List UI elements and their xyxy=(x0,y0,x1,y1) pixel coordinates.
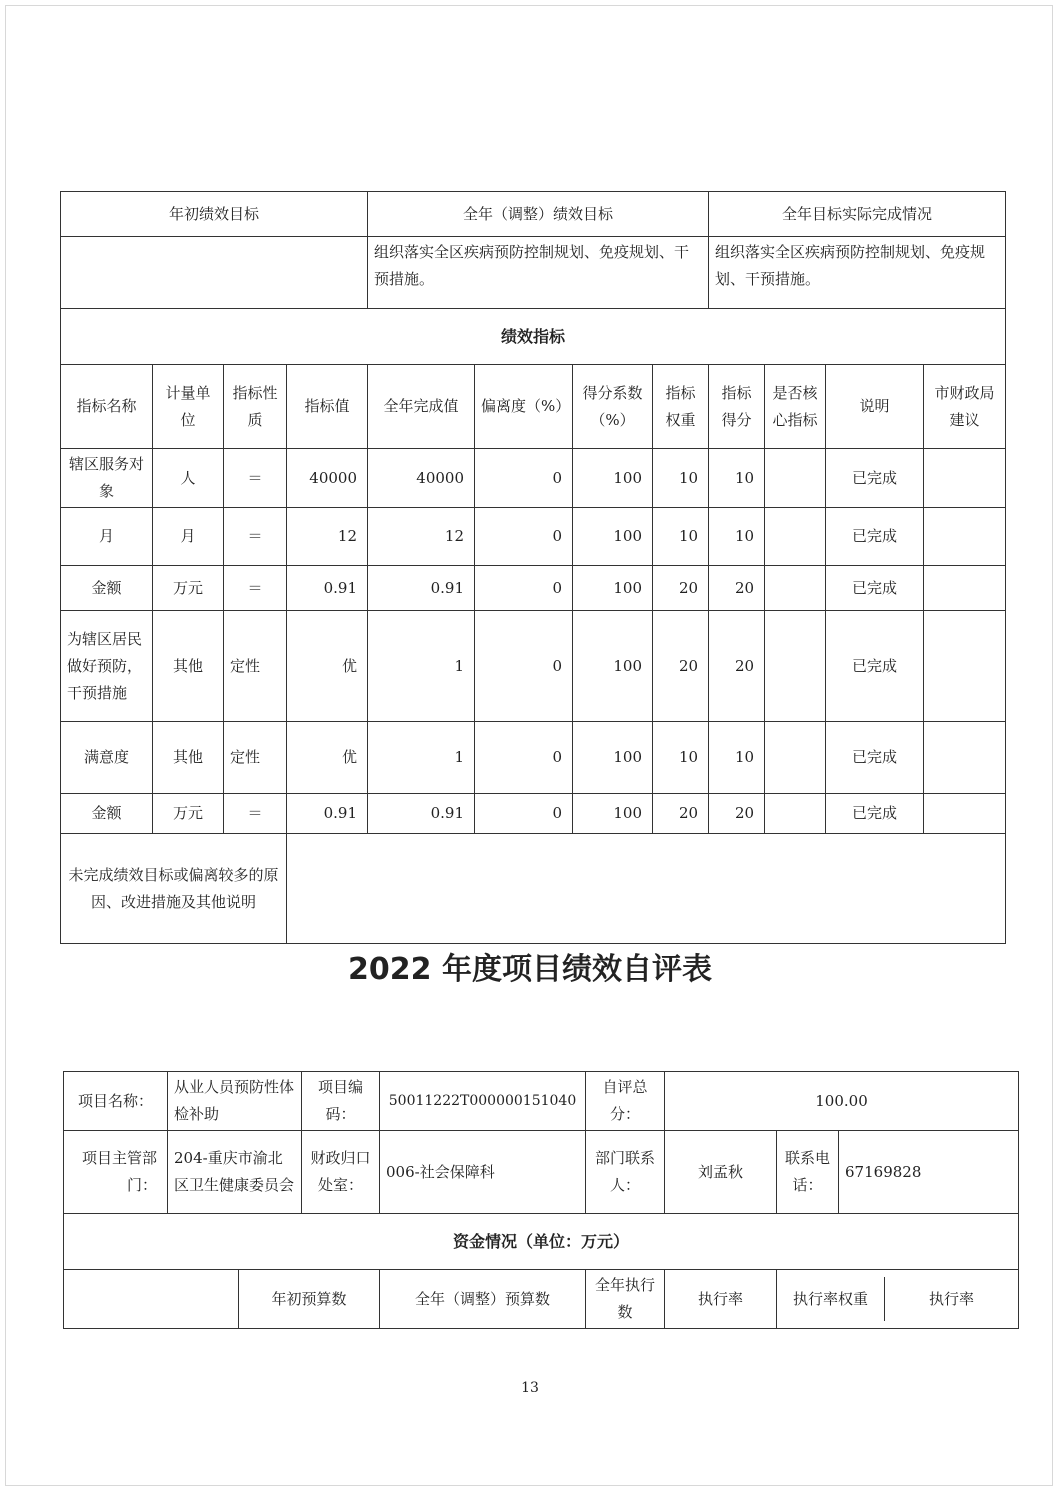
fund-col-split xyxy=(777,1270,1019,1329)
indicator-col-header: 指标性质 xyxy=(224,365,287,449)
indicator-cell-core xyxy=(765,449,826,508)
indicator-row xyxy=(61,566,1006,611)
indicator-cell-target: 40000 xyxy=(287,449,368,508)
score-label: 自评总分： xyxy=(586,1072,665,1131)
indicator-cell-target: 优 xyxy=(287,722,368,794)
indicator-cell-actual: 0.91 xyxy=(368,566,475,611)
contact-label: 部门联系人： xyxy=(586,1131,665,1214)
indicator-cell-actual: 40000 xyxy=(368,449,475,508)
indicator-col-header: 市财政局建议 xyxy=(924,365,1006,449)
indicator-cell-unit: 万元 xyxy=(153,566,224,611)
score-value: 100.00 xyxy=(665,1072,1019,1131)
indicator-cell-weight: 10 xyxy=(653,449,709,508)
indicator-cell-target: 0.91 xyxy=(287,566,368,611)
indicator-col-header: 指标名称 xyxy=(61,365,153,449)
indicator-cell-advice xyxy=(924,722,1006,794)
indicator-cell-nature: 定性 xyxy=(224,611,287,722)
indicator-cell-actual: 0.91 xyxy=(368,794,475,834)
fund-col-exec-rate-2: 执行率 xyxy=(929,1289,975,1308)
indicator-cell-nature: ＝ xyxy=(224,449,287,508)
project-self-evaluation-table xyxy=(63,1071,1019,1329)
indicator-cell-weight: 20 xyxy=(653,566,709,611)
indicator-cell-target: 12 xyxy=(287,508,368,566)
indicator-cell-note: 已完成 xyxy=(826,794,924,834)
indicator-col-header: 偏离度（%） xyxy=(475,365,573,449)
header-annual-goal: 全年（调整）绩效目标 xyxy=(368,192,709,237)
indicator-row xyxy=(61,722,1006,794)
indicator-cell-unit: 其他 xyxy=(153,611,224,722)
indicator-cell-deviation: 0 xyxy=(475,611,573,722)
indicator-cell-unit: 人 xyxy=(153,449,224,508)
header-initial-goal: 年初绩效目标 xyxy=(61,192,368,237)
unfinished-label: 未完成绩效目标或偏离较多的原因、改进措施及其他说明 xyxy=(61,834,287,944)
indicator-cell-coef: 100 xyxy=(573,722,653,794)
indicator-cell-note: 已完成 xyxy=(826,508,924,566)
indicator-cell-deviation: 0 xyxy=(475,794,573,834)
fund-col-blank xyxy=(64,1270,239,1329)
indicator-row xyxy=(61,449,1006,508)
indicator-cell-core xyxy=(765,794,826,834)
indicator-cell-core xyxy=(765,611,826,722)
indicator-col-header: 指标值 xyxy=(287,365,368,449)
indicator-cell-weight: 10 xyxy=(653,508,709,566)
project-name-value: 从业人员预防性体检补助 xyxy=(168,1072,302,1131)
indicator-cell-unit: 月 xyxy=(153,508,224,566)
indicator-cell-deviation: 0 xyxy=(475,566,573,611)
dept-value: 204-重庆市渝北区卫生健康委员会 xyxy=(168,1131,302,1214)
indicator-cell-advice xyxy=(924,449,1006,508)
indicator-cell-score: 20 xyxy=(709,794,765,834)
indicator-cell-nature: 定性 xyxy=(224,722,287,794)
goal-annual-cell: 组织落实全区疾病预防控制规划、免疫规划、干预措施。 xyxy=(368,237,709,309)
indicator-cell-name: 金额 xyxy=(61,794,153,834)
indicator-cell-score: 10 xyxy=(709,508,765,566)
indicator-cell-actual: 1 xyxy=(368,611,475,722)
indicator-cell-score: 10 xyxy=(709,449,765,508)
indicator-cell-actual: 1 xyxy=(368,722,475,794)
indicator-cell-weight: 20 xyxy=(653,611,709,722)
project-code-label: 项目编码： xyxy=(302,1072,380,1131)
fund-col-exec-rate-weight: 执行率权重 xyxy=(777,1277,885,1321)
indicator-col-header: 计量单位 xyxy=(153,365,224,449)
indicator-cell-advice xyxy=(924,794,1006,834)
indicator-cell-target: 0.91 xyxy=(287,794,368,834)
indicator-cell-deviation: 0 xyxy=(475,449,573,508)
indicator-cell-score: 20 xyxy=(709,611,765,722)
indicator-cell-note: 已完成 xyxy=(826,566,924,611)
indicator-col-header: 得分系数（%） xyxy=(573,365,653,449)
indicator-col-header: 指标权重 xyxy=(653,365,709,449)
performance-indicators-table xyxy=(60,191,1006,944)
page-title: 2022 年度项目绩效自评表 xyxy=(348,952,712,987)
indicator-cell-deviation: 0 xyxy=(475,722,573,794)
indicator-cell-deviation: 0 xyxy=(475,508,573,566)
indicator-cell-note: 已完成 xyxy=(826,449,924,508)
phone-label: 联系电话： xyxy=(777,1131,839,1214)
indicator-cell-coef: 100 xyxy=(573,566,653,611)
indicator-row xyxy=(61,508,1006,566)
project-code-value: 50011222T000000151040 xyxy=(380,1072,586,1131)
indicator-cell-coef: 100 xyxy=(573,449,653,508)
indicator-cell-target: 优 xyxy=(287,611,368,722)
indicator-cell-weight: 10 xyxy=(653,722,709,794)
indicator-rows xyxy=(61,449,1006,834)
indicator-cell-unit: 万元 xyxy=(153,794,224,834)
indicator-cell-core xyxy=(765,508,826,566)
indicator-cell-name: 满意度 xyxy=(61,722,153,794)
goal-initial-cell xyxy=(61,237,368,309)
indicator-cell-core xyxy=(765,722,826,794)
indicator-cell-advice xyxy=(924,611,1006,722)
indicator-cell-name: 辖区服务对象 xyxy=(61,449,153,508)
indicator-row xyxy=(61,794,1006,834)
indicator-col-header: 指标得分 xyxy=(709,365,765,449)
indicator-column-header-row xyxy=(61,365,1006,449)
section-title-indicators: 绩效指标 xyxy=(61,309,1006,365)
indicator-cell-coef: 100 xyxy=(573,794,653,834)
indicator-cell-nature: ＝ xyxy=(224,794,287,834)
indicator-col-header: 是否核心指标 xyxy=(765,365,826,449)
fund-section-title: 资金情况（单位：万元） xyxy=(64,1214,1019,1270)
indicator-col-header: 全年完成值 xyxy=(368,365,475,449)
phone-value: 67169828 xyxy=(839,1131,1019,1214)
indicator-cell-nature: ＝ xyxy=(224,508,287,566)
indicator-cell-score: 20 xyxy=(709,566,765,611)
indicator-cell-name: 月 xyxy=(61,508,153,566)
indicator-cell-name: 金额 xyxy=(61,566,153,611)
indicator-cell-note: 已完成 xyxy=(826,722,924,794)
dept-label: 项目主管部门： xyxy=(64,1131,168,1214)
indicator-cell-actual: 12 xyxy=(368,508,475,566)
indicator-cell-advice xyxy=(924,508,1006,566)
fund-col-exec-rate: 执行率 xyxy=(665,1270,777,1329)
indicator-row xyxy=(61,611,1006,722)
indicator-cell-coef: 100 xyxy=(573,508,653,566)
finance-office-value: 006-社会保障科 xyxy=(380,1131,586,1214)
page-number: 13 xyxy=(521,1380,539,1396)
indicator-cell-advice xyxy=(924,566,1006,611)
header-actual-completion: 全年目标实际完成情况 xyxy=(709,192,1006,237)
indicator-cell-weight: 20 xyxy=(653,794,709,834)
indicator-cell-score: 10 xyxy=(709,722,765,794)
fund-col-adjusted-budget: 全年（调整）预算数 xyxy=(380,1270,586,1329)
indicator-col-header: 说明 xyxy=(826,365,924,449)
fund-col-initial-budget: 年初预算数 xyxy=(239,1270,380,1329)
unfinished-value xyxy=(287,834,1006,944)
fund-col-executed: 全年执行数 xyxy=(586,1270,665,1329)
indicator-cell-note: 已完成 xyxy=(826,611,924,722)
indicator-cell-unit: 其他 xyxy=(153,722,224,794)
contact-value: 刘孟秋 xyxy=(665,1131,777,1214)
indicator-cell-name: 为辖区居民做好预防，干预措施 xyxy=(61,611,153,722)
indicator-cell-coef: 100 xyxy=(573,611,653,722)
project-name-label: 项目名称： xyxy=(64,1072,168,1131)
indicator-cell-core xyxy=(765,566,826,611)
goal-actual-cell: 组织落实全区疾病预防控制规划、免疫规划、干预措施。 xyxy=(709,237,1006,309)
indicator-cell-nature: ＝ xyxy=(224,566,287,611)
finance-office-label: 财政归口处室： xyxy=(302,1131,380,1214)
